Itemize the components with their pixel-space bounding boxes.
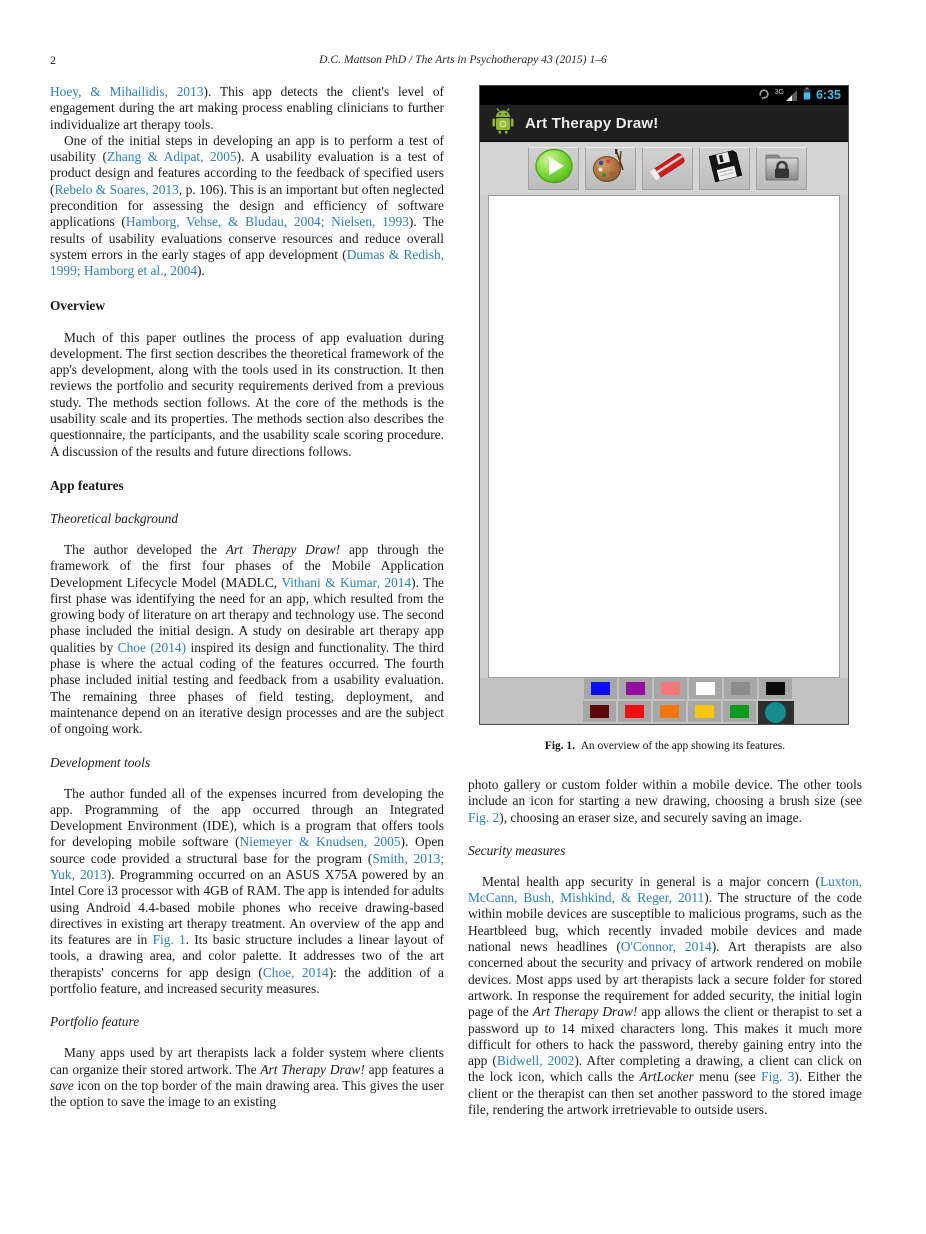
clock-text: 6:35	[815, 88, 841, 103]
citation-link[interactable]: Smith, 2013; Yuk, 2013	[50, 850, 444, 882]
artlocker-button	[756, 147, 807, 190]
text-run: , p. 106). This is an important but often neglected precondition for assessing the design and efficiency of software applications (	[50, 181, 445, 230]
left-column-content	[50, 84, 444, 1111]
new-drawing-button	[528, 147, 579, 190]
text-run: Mental health app security in general is a major concern (	[482, 873, 820, 889]
text-run: app features a	[364, 1061, 445, 1077]
app-title: Art Therapy Draw!	[525, 114, 659, 132]
running-head: D.C. Mattson PhD / The Arts in Psychotherapy 43 (2015) 1–6	[319, 53, 607, 66]
color-swatch	[584, 678, 617, 699]
color-swatch-fill	[625, 705, 644, 718]
text-run: ). After completing a drawing, a client can click on the lock icon, which calls the	[468, 1053, 862, 1085]
text-run: One of the initial steps in developing an app is to perform a test of usability (	[50, 132, 444, 165]
section-heading	[50, 298, 444, 314]
text-run: inspired its design and functionality. The third phase is where the actual coding of the features occurred. The fourth phase included initial testing and feedback from a usability evaluation. The remaining three phases of field testing, deployment, and maintenance depend on an iterative design processes and are the subject of ongoing work.	[50, 639, 444, 737]
text-run: ). A usability evaluation is a test of product design and features according to the feedback of specified users (	[50, 149, 444, 197]
eraser-icon	[647, 148, 689, 189]
text-run: ). The structure of the code within mobile devices are susceptible to malicious programs, such as the Heartbleed bug, which recently invaded mobile devices and made national news headlines (	[468, 890, 862, 955]
app-toolbar	[480, 142, 848, 195]
android-robot-icon	[491, 108, 515, 139]
text-run: ). Programming occurred on an ASUS X75A powered by an Intel Core i3 processor with 4GB of RAM. The app is intended for adults using Android 4.4-based mobile phones who receive drawing-based directives in existing art therapy treatment. An overview of the app and its features are in	[50, 866, 444, 948]
paragraph	[50, 330, 444, 460]
text-run: ).	[197, 263, 205, 279]
citation-link[interactable]: Hamborg, Vehse, & Bludau, 2004; Nielsen, 1993	[125, 214, 409, 230]
color-swatch-fill	[590, 705, 609, 718]
color-swatch	[689, 678, 722, 699]
text-run: Theoretical background	[50, 510, 179, 526]
text-run: photo gallery or custom folder within a mobile device. The other tools include an icon for starting a new drawing, choosing a brush size (see	[468, 777, 862, 809]
text-run: ): the addition of a portfolio feature, and increased security measures.	[50, 964, 444, 997]
italic-text: Art Therapy Draw!	[532, 1004, 638, 1020]
section-heading	[50, 511, 444, 527]
text-run: ). Open source code provided a structural base for the program (	[50, 834, 444, 866]
color-swatch	[619, 678, 652, 699]
citation-link[interactable]: Dumas & Redish, 1999; Hamborg et al., 2004	[50, 246, 445, 279]
figure-caption-label: Fig. 1.	[544, 740, 575, 752]
color-swatch	[759, 678, 792, 699]
battery-icon	[803, 87, 811, 105]
section-heading	[468, 843, 862, 859]
paragraph	[468, 874, 862, 1118]
android-status-bar	[480, 86, 848, 105]
text-run: Portfolio feature	[50, 1014, 140, 1030]
paragraph	[50, 786, 444, 998]
network-type-label: 3G	[774, 89, 784, 96]
citation-link[interactable]: O'Connor, 2014	[620, 939, 712, 955]
palette-row	[583, 701, 794, 724]
italic-text: Art Therapy Draw!	[260, 1061, 365, 1077]
palette-icon	[592, 148, 630, 189]
citation-link[interactable]: Vithani & Kumar, 2014	[281, 574, 412, 590]
paragraph	[50, 542, 444, 738]
paragraph	[468, 777, 862, 826]
italic-text: Art Therapy Draw!	[225, 541, 341, 557]
text-run: ), choosing an eraser size, and securely saving an image.	[499, 809, 802, 825]
paragraph	[50, 84, 444, 133]
text-run: Development tools	[50, 754, 151, 770]
citation-link[interactable]: Fig. 3	[761, 1069, 795, 1085]
color-swatch-fill	[626, 682, 645, 695]
text-run: The author funded all of the expenses incurred from developing the app. Programming of the app occurred through an Integrated Development Environment (IDE), which is a program that offers tools for developing mobile software (	[50, 785, 444, 850]
text-run: menu (see	[693, 1069, 762, 1085]
color-swatch-fill	[661, 682, 680, 695]
text-run: icon on the top border of the main drawing area. This gives the user the option to save the image to an existing	[50, 1077, 444, 1110]
color-swatch	[724, 678, 757, 699]
page-number: 2	[50, 53, 56, 67]
color-swatch	[723, 701, 756, 722]
citation-link[interactable]: Hoey, & Mihailidis, 2013	[50, 84, 204, 99]
palette-row	[584, 678, 792, 699]
text-run: Much of this paper outlines the process of app evaluation during development. The first section describes the theoretical framework of the app's development, along with the tools used in its construction. It then reviews the portfolio and security requirements derived from a previous study. The methods section follows. At the core of the methods is the usability scale and its properties. The methods section also describes the questionnaire, the participants, and the usability scale scoring procedure. A discussion of the results and future directions follows.	[50, 329, 444, 459]
text-run: Security measures	[468, 842, 566, 858]
article-body	[50, 84, 862, 1118]
figure-caption-body: An overview of the app showing its features.	[580, 740, 786, 752]
text-run: . Its basic structure includes a linear layout of tools, a drawing area, and color palette. It addresses two of the art therapists' concerns for app design (	[50, 932, 444, 980]
right-column-content	[468, 777, 862, 1118]
text-run: The author developed the	[64, 541, 226, 557]
text-run: ). Either the client or the therapist can then set another password to the stored image file, rendering the artwork irretrievable to outside users.	[468, 1069, 862, 1118]
app-screenshot	[479, 85, 849, 725]
color-palette	[480, 678, 848, 724]
text-run: Many apps used by art therapists lack a folder system where clients can organize their stored artwork. The	[50, 1045, 444, 1077]
section-heading	[50, 755, 444, 771]
citation-link[interactable]: Fig. 2	[468, 809, 500, 825]
paragraph	[50, 133, 444, 280]
right-column	[468, 84, 862, 1118]
italic-text: ArtLocker	[639, 1069, 694, 1085]
color-swatch-fill	[591, 682, 610, 695]
figure-1	[479, 85, 851, 752]
signal-icon	[775, 89, 798, 102]
color-swatch	[653, 701, 686, 722]
left-column	[50, 84, 444, 1118]
color-swatch-fill	[696, 682, 715, 695]
text-run: app allows the client or therapist to set a password up to 14 mixed characters long. This makes it much more difficult for others to hack the password, thereby gaining entry into the app (	[468, 1004, 862, 1069]
section-heading	[50, 1014, 444, 1030]
paragraph	[50, 1045, 444, 1110]
citation-link[interactable]: Bidwell, 2002	[496, 1053, 575, 1069]
section-heading	[50, 478, 444, 494]
color-swatch-fill	[695, 705, 714, 718]
color-swatch-fill	[660, 705, 679, 718]
citation-link[interactable]: Luxton, McCann, Bush, Mishkind, & Reger, 2011	[468, 873, 862, 906]
color-swatch-fill	[730, 705, 749, 718]
color-swatch-fill	[731, 682, 750, 695]
citation-link[interactable]: Rebelo & Soares, 2013	[54, 181, 179, 197]
play-icon	[534, 148, 574, 189]
figure-caption	[479, 740, 851, 752]
text-run: ). Art therapists are also concerned about the security and privacy of artwork rendered on mobile devices. Most apps used by art therapists lack a secure folder for stored artwork. In response the requirement for added security, the initial login page of the	[468, 939, 862, 1020]
save-icon	[705, 148, 745, 189]
text-run: ). This app detects the client's level of engagement during the art making process enabling clinicians to further individualize art therapy tools.	[50, 84, 444, 132]
color-swatch	[688, 701, 721, 722]
citation-link[interactable]: Choe, 2014	[262, 964, 329, 980]
citation-link[interactable]: Zhang & Adipat, 2005	[106, 149, 237, 165]
text-run: Overview	[50, 297, 106, 313]
color-swatch	[758, 701, 794, 724]
sync-icon	[758, 87, 770, 105]
citation-link[interactable]: Fig. 1	[152, 932, 186, 948]
drawing-canvas	[488, 195, 840, 678]
text-run: ). The first phase was identifying the need for an app, which resulted from the growing body of literature on art therapy and technology use. The second phase included the initial design. A study on desirable art therapy app qualities by	[50, 574, 444, 655]
color-swatch-fill	[765, 702, 786, 723]
text-run: App features	[50, 477, 124, 493]
color-swatch	[654, 678, 687, 699]
eraser-size-button	[642, 147, 693, 190]
artlocker-icon	[761, 148, 803, 189]
italic-text: save	[50, 1077, 74, 1093]
app-title-bar	[480, 105, 848, 142]
color-swatch-fill	[766, 682, 785, 695]
color-swatch	[618, 701, 651, 722]
text-run: ). The results of usability evaluations conserve resources and reduce overall system errors in the early stages of app development (	[50, 214, 444, 262]
color-swatch	[583, 701, 616, 722]
brush-size-button	[585, 147, 636, 190]
text-run: app through the framework of the first four phases of the Mobile Application Development Lifecycle Model (MADLC,	[50, 541, 444, 590]
save-button	[699, 147, 750, 190]
citation-link[interactable]: Niemeyer & Knudsen, 2005	[239, 834, 401, 850]
citation-link[interactable]: Choe (2014)	[117, 639, 187, 655]
